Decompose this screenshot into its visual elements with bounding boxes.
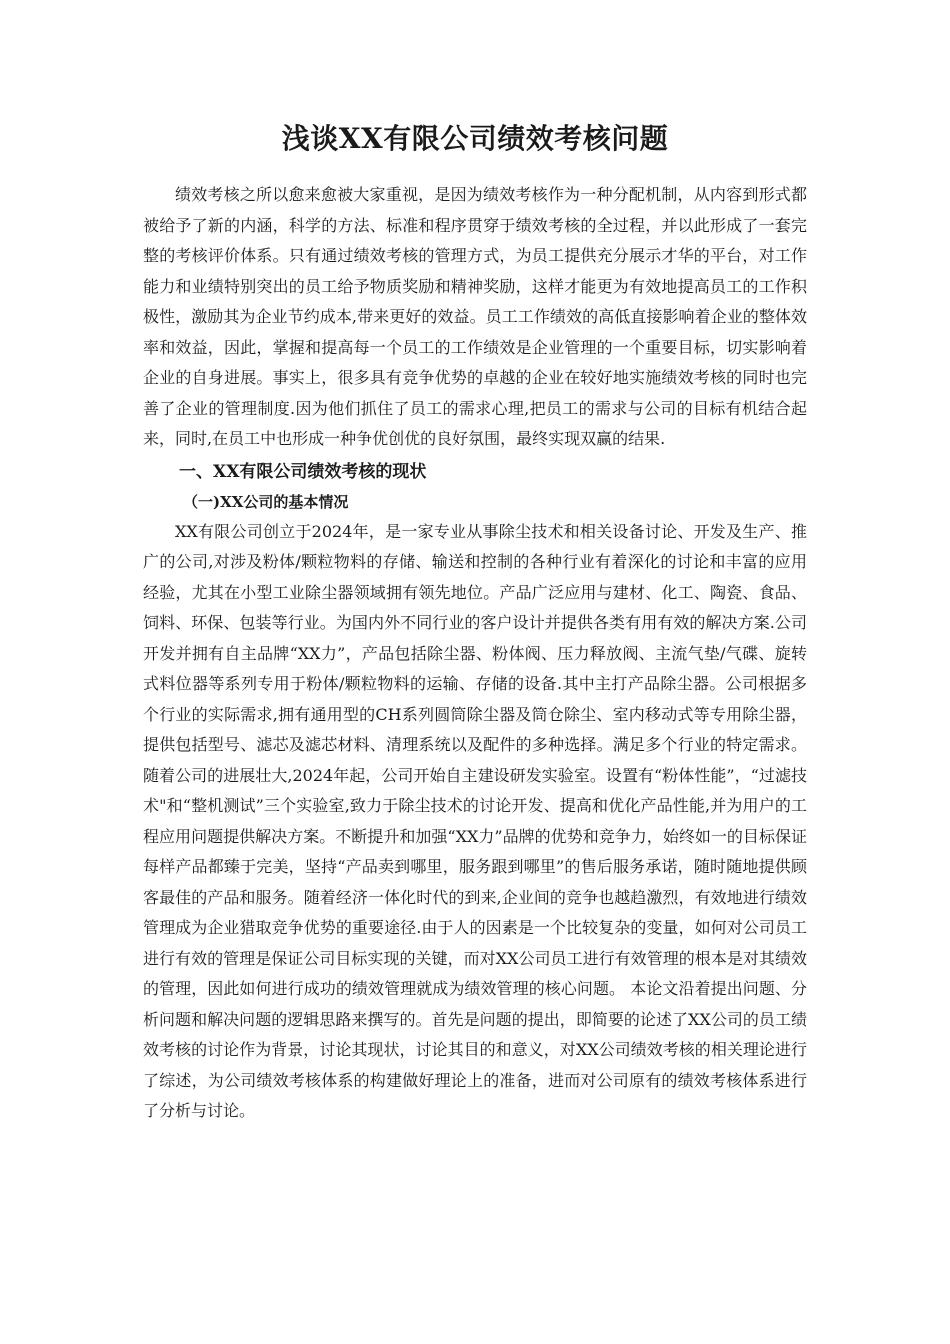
document-page	[143, 112, 807, 1127]
body-paragraph: XX有限公司创立于2024年，是一家专业从事除尘技术和相关设备讨论、开发及生产、推广的公司,对涉及粉体/颗粒物料的存储、输送和控制的各种行业有着深化的讨论和丰富的应用经验，尤其在小型工业除尘器领域拥有领先地位。产品广泛应用与建材、化工、陶瓷、食品、饲料、环保、包装等行业。为国内外不同行业的客户设计并提供各类有用有效的解决方案.公司开发并拥有自主品牌“XX力”，产品包括除尘器、粉体阀、压力释放阀、主流气垫/气碟、旋转式料位器等系列专用于粉体/颗粒物料的运输、存储的设备.其中主打产品除尘器。公司根据多个行业的实际需求,拥有通用型的CH系列圆筒除尘器及筒仓除尘、室内移动式等专用除尘器，提供包括型号、滤芯及滤芯材料、清理系统以及配件的多种选择。满足多个行业的特定需求。随着公司的进展壮大,2024年起，公司开始自主建设研发实验室。设置有“粉体性能”，“过滤技术"和“整机测试”三个实验室,致力于除尘技术的讨论开发、提高和优化产品性能,并为用户的工程应用问题提供解决方案。不断提升和加强“XX力”品牌的优势和竞争力，始终如一的目标保证每样产品都臻于完美，坚持“产品卖到哪里，服务跟到哪里”的售后服务承诺，随时随地提供顾客最佳的产品和服务。随着经济一体化时代的到来,企业间的竞争也越趋激烈，有效地进行绩效管理成为企业猎取竞争优势的重要途径.由于人的因素是一个比较复杂的变量，如何对公司员工进行有效的管理是保证公司目标实现的关键，而对XX公司员工进行有效管理的根本是对其绩效的管理，因此如何进行成功的绩效管理就成为绩效管理的核心问题。 本论文沿着提出问题、分析问题和解决问题的逻辑思路来撰写的。首先是问题的提出，即简要的论述了XX公司的员工绩效考核的讨论作为背景，讨论其现状，讨论其目的和意义，对XX公司绩效考核的相关理论进行了综述，为公司绩效考核体系的构建做好理论上的准备，进而对公司原有的绩效考核体系进行了分析与讨论。	[143, 521, 807, 1120]
document-title: 浅谈XX有限公司绩效考核问题	[281, 122, 669, 155]
subsection-heading: （一)XX公司的基本情况	[183, 492, 349, 511]
section-heading: 一、XX有限公司绩效考核的现状	[179, 461, 427, 482]
intro-paragraph: 绩效考核之所以愈来愈被大家重视，是因为绩效考核作为一种分配机制，从内容到形式都被给予了新的内涵，科学的方法、标准和程序贯穿于绩效考核的全过程，并以此形成了一套完整的考核评价体系。只有通过绩效考核的管理方式，为员工提供充分展示才华的平台，对工作能力和业绩特别突出的员工给予物质奖励和精神奖励，这样才能更为有效地提高员工的工作积极性，激励其为企业节约成本,带来更好的效益。员工工作绩效的高低直接影响着企业的整体效率和效益，因此，掌握和提高每一个员工的工作绩效是企业管理的一个重要目标，切实影响着企业的自身进展。事实上，很多具有竞争优势的卓越的企业在较好地实施绩效考核的同时也完善了企业的管理制度.因为他们抓住了员工的需求心理,把员工的需求与公司的目标有机结合起来，同时,在员工中也形成一种争优创优的良好氛围，最终实现双赢的结果.	[143, 185, 807, 448]
